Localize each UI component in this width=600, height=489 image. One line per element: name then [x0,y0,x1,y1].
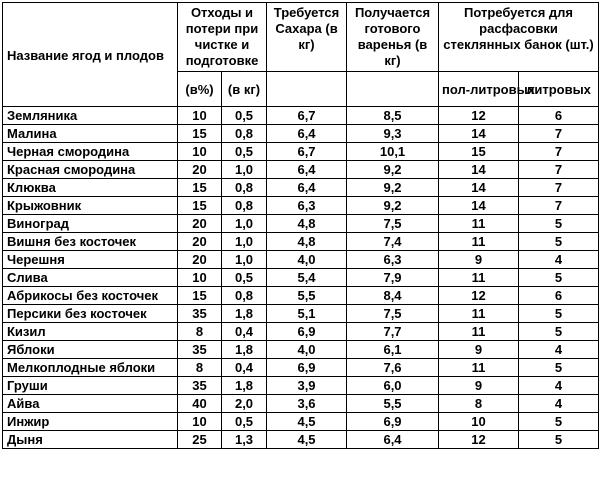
cell-waste-percent: 20 [178,161,222,179]
table-row [3,233,599,251]
cell-jars-liter: 5 [519,359,599,377]
cell-yield: 7,6 [347,359,439,377]
table-header [3,3,599,107]
cell-waste-kg: 0,5 [222,269,267,287]
cell-waste-kg: 2,0 [222,395,267,413]
cell-yield: 8,4 [347,287,439,305]
cell-jars-half-liter: 11 [439,233,519,251]
cell-yield: 9,3 [347,125,439,143]
header-yield: Получается готового варенья (в кг) [347,3,439,72]
cell-sugar: 6,9 [267,323,347,341]
cell-waste-kg: 0,5 [222,143,267,161]
table-row [3,431,599,449]
cell-sugar: 6,4 [267,161,347,179]
jam-table [2,2,599,449]
cell-name: Слива [3,269,178,287]
cell-jars-liter: 5 [519,233,599,251]
cell-waste-percent: 8 [178,323,222,341]
cell-waste-kg: 0,5 [222,107,267,125]
cell-jars-half-liter: 11 [439,359,519,377]
cell-jars-half-liter: 14 [439,161,519,179]
cell-jars-liter: 4 [519,377,599,395]
cell-name: Груши [3,377,178,395]
cell-waste-percent: 10 [178,269,222,287]
cell-jars-half-liter: 12 [439,107,519,125]
table-row [3,251,599,269]
table-row [3,287,599,305]
cell-name: Вишня без косточек [3,233,178,251]
cell-sugar: 5,1 [267,305,347,323]
cell-name: Инжир [3,413,178,431]
subheader-waste-percent: (в%) [178,72,222,107]
cell-yield: 8,5 [347,107,439,125]
cell-sugar: 4,0 [267,251,347,269]
cell-sugar: 6,7 [267,143,347,161]
cell-waste-kg: 1,3 [222,431,267,449]
cell-jars-half-liter: 11 [439,323,519,341]
cell-yield: 7,5 [347,215,439,233]
cell-jars-liter: 5 [519,215,599,233]
cell-yield: 9,2 [347,161,439,179]
cell-jars-half-liter: 14 [439,179,519,197]
cell-sugar: 4,8 [267,215,347,233]
cell-jars-liter: 5 [519,413,599,431]
cell-waste-percent: 35 [178,305,222,323]
subheader-jars-liter: литровых [519,72,599,107]
cell-yield: 7,5 [347,305,439,323]
cell-jars-half-liter: 14 [439,197,519,215]
cell-name: Черешня [3,251,178,269]
cell-sugar: 6,3 [267,197,347,215]
cell-yield: 6,0 [347,377,439,395]
cell-sugar: 6,9 [267,359,347,377]
cell-sugar: 4,5 [267,431,347,449]
table-row [3,305,599,323]
cell-sugar: 3,6 [267,395,347,413]
cell-name: Мелкоплодные яблоки [3,359,178,377]
cell-waste-percent: 15 [178,287,222,305]
cell-waste-percent: 10 [178,413,222,431]
header-sugar: Требуется Сахара (в кг) [267,3,347,72]
cell-yield: 6,1 [347,341,439,359]
cell-jars-half-liter: 9 [439,341,519,359]
subheader-yield-empty [347,72,439,107]
cell-waste-percent: 10 [178,143,222,161]
subheader-jars-half-liter: пол-литровых [439,72,519,107]
cell-sugar: 5,4 [267,269,347,287]
cell-sugar: 3,9 [267,377,347,395]
cell-jars-half-liter: 11 [439,215,519,233]
cell-jars-liter: 7 [519,161,599,179]
cell-jars-liter: 5 [519,323,599,341]
cell-name: Виноград [3,215,178,233]
cell-name: Кизил [3,323,178,341]
table-row [3,143,599,161]
header-waste: Отходы и потери при чистке и подготовке [178,3,267,72]
cell-waste-kg: 0,8 [222,125,267,143]
cell-jars-half-liter: 12 [439,431,519,449]
cell-name: Яблоки [3,341,178,359]
header-name: Название ягод и плодов [3,3,178,107]
table-row [3,377,599,395]
cell-waste-kg: 1,0 [222,161,267,179]
cell-yield: 9,2 [347,197,439,215]
table-row [3,179,599,197]
cell-waste-percent: 25 [178,431,222,449]
cell-waste-percent: 20 [178,233,222,251]
cell-jars-liter: 5 [519,269,599,287]
table-row [3,413,599,431]
cell-jars-liter: 4 [519,251,599,269]
cell-sugar: 5,5 [267,287,347,305]
table-row [3,341,599,359]
cell-jars-liter: 4 [519,341,599,359]
cell-sugar: 4,8 [267,233,347,251]
cell-jars-liter: 6 [519,287,599,305]
cell-jars-half-liter: 12 [439,287,519,305]
cell-jars-half-liter: 9 [439,251,519,269]
cell-waste-kg: 0,8 [222,179,267,197]
cell-name: Малина [3,125,178,143]
cell-waste-kg: 0,5 [222,413,267,431]
cell-jars-liter: 4 [519,395,599,413]
table-row [3,269,599,287]
cell-name: Красная смородина [3,161,178,179]
cell-jars-liter: 7 [519,143,599,161]
table-row [3,215,599,233]
cell-waste-percent: 8 [178,359,222,377]
cell-waste-kg: 0,4 [222,323,267,341]
cell-waste-kg: 1,8 [222,305,267,323]
table-body [3,107,599,449]
subheader-sugar-empty [267,72,347,107]
cell-yield: 6,9 [347,413,439,431]
cell-waste-percent: 35 [178,341,222,359]
cell-name: Крыжовник [3,197,178,215]
table-row [3,161,599,179]
cell-waste-percent: 20 [178,215,222,233]
cell-yield: 10,1 [347,143,439,161]
cell-name: Земляника [3,107,178,125]
cell-name: Клюква [3,179,178,197]
cell-waste-kg: 0,8 [222,197,267,215]
table-row [3,197,599,215]
cell-jars-half-liter: 10 [439,413,519,431]
cell-name: Айва [3,395,178,413]
cell-jars-liter: 6 [519,107,599,125]
cell-waste-percent: 15 [178,125,222,143]
cell-jars-half-liter: 15 [439,143,519,161]
cell-sugar: 6,4 [267,179,347,197]
cell-yield: 7,9 [347,269,439,287]
cell-waste-kg: 0,4 [222,359,267,377]
subheader-waste-kg: (в кг) [222,72,267,107]
cell-waste-percent: 10 [178,107,222,125]
cell-waste-kg: 1,8 [222,341,267,359]
cell-name: Абрикосы без косточек [3,287,178,305]
table-row [3,323,599,341]
cell-jars-half-liter: 9 [439,377,519,395]
cell-sugar: 4,5 [267,413,347,431]
table-row [3,359,599,377]
cell-sugar: 6,4 [267,125,347,143]
cell-yield: 7,7 [347,323,439,341]
table-row [3,395,599,413]
cell-waste-kg: 1,8 [222,377,267,395]
cell-waste-kg: 1,0 [222,251,267,269]
cell-waste-percent: 40 [178,395,222,413]
cell-yield: 7,4 [347,233,439,251]
cell-sugar: 6,7 [267,107,347,125]
cell-waste-percent: 20 [178,251,222,269]
cell-jars-half-liter: 14 [439,125,519,143]
cell-jars-half-liter: 8 [439,395,519,413]
table-row [3,125,599,143]
cell-yield: 6,4 [347,431,439,449]
cell-jars-liter: 7 [519,197,599,215]
cell-yield: 6,3 [347,251,439,269]
cell-waste-percent: 35 [178,377,222,395]
cell-yield: 9,2 [347,179,439,197]
cell-name: Черная смородина [3,143,178,161]
cell-name: Дыня [3,431,178,449]
cell-jars-liter: 5 [519,305,599,323]
cell-waste-percent: 15 [178,179,222,197]
cell-waste-kg: 1,0 [222,215,267,233]
cell-sugar: 4,0 [267,341,347,359]
header-jars: Потребуется для расфасовки стеклянных банок (шт.) [439,3,599,72]
cell-name: Персики без косточек [3,305,178,323]
table-row [3,107,599,125]
cell-waste-percent: 15 [178,197,222,215]
cell-jars-liter: 5 [519,431,599,449]
cell-jars-half-liter: 11 [439,305,519,323]
cell-waste-kg: 1,0 [222,233,267,251]
cell-jars-liter: 7 [519,179,599,197]
cell-waste-kg: 0,8 [222,287,267,305]
cell-jars-liter: 7 [519,125,599,143]
cell-jars-half-liter: 11 [439,269,519,287]
cell-yield: 5,5 [347,395,439,413]
